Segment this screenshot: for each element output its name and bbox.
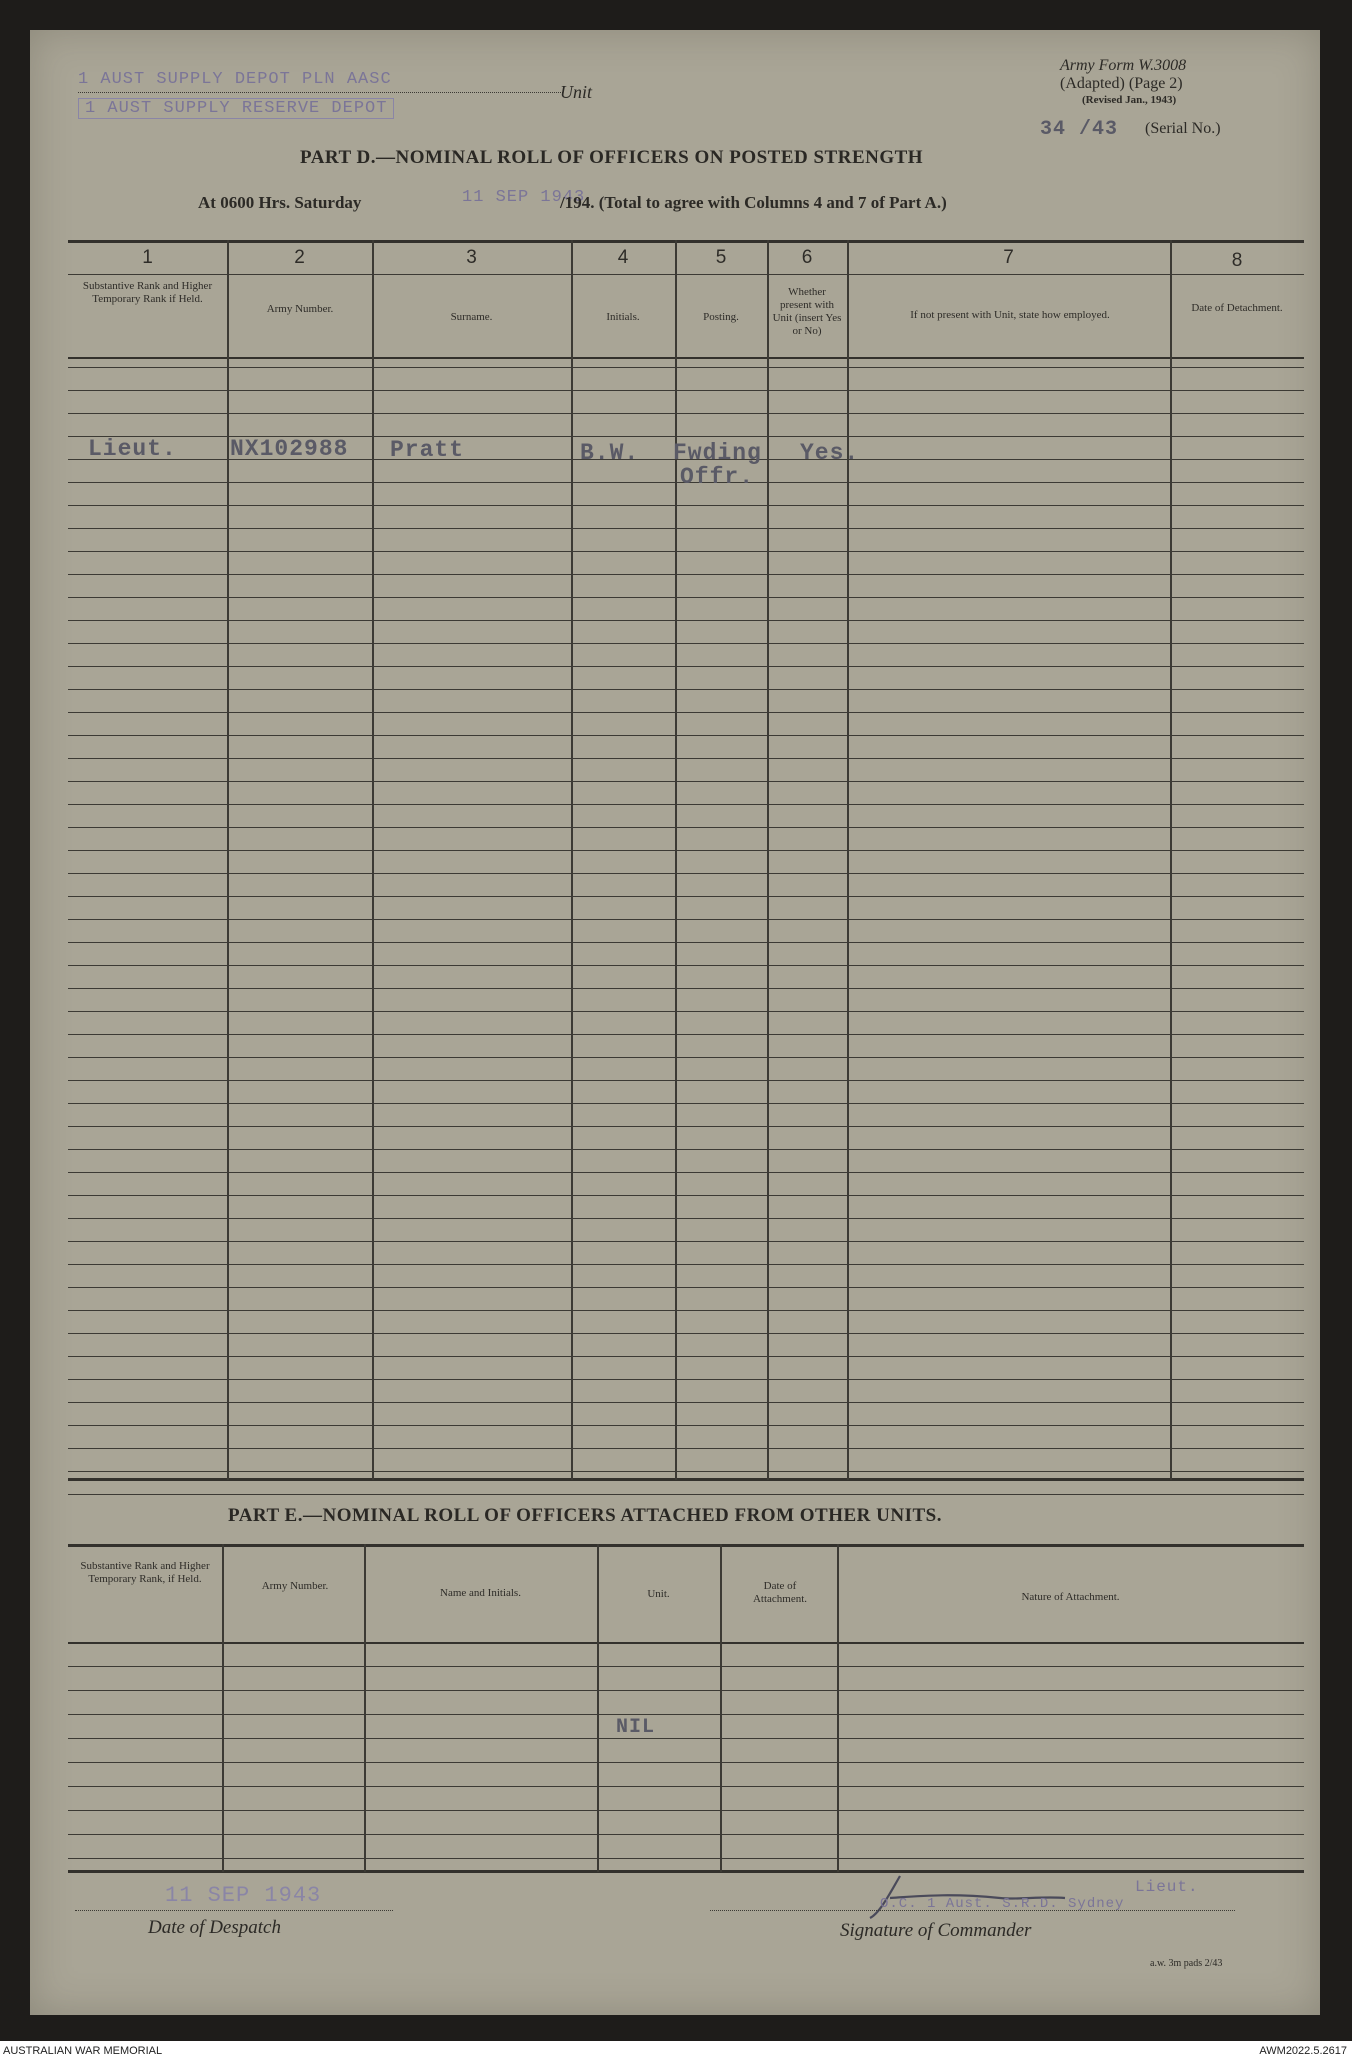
archive-id: AWM2022.5.2617: [1259, 2045, 1347, 2057]
entry-rank: Lieut.: [88, 436, 177, 462]
col-number: 4: [617, 247, 629, 268]
part-e-header-nature: Nature of Attachment.: [1021, 1591, 1120, 1603]
serial-label: (Serial No.): [1145, 120, 1221, 137]
part-e-header-army-number: Army Number.: [261, 1580, 329, 1592]
col-header-initials: Initials.: [606, 311, 640, 323]
at-time-prefix: At 0600 Hrs. Saturday: [198, 193, 362, 212]
unit-stamp-line1: 1 AUST SUPPLY DEPOT PLN AASC: [78, 70, 392, 89]
despatch-dotted-line: [75, 1910, 393, 1911]
col-number: 2: [294, 247, 305, 268]
serial-number: 34 /43: [1040, 118, 1119, 141]
unit-label: Unit: [560, 82, 593, 102]
form-adapted: (Adapted) (Page 2): [1060, 75, 1183, 92]
col-number: 7: [1003, 247, 1014, 268]
entry-initials: B.W.: [580, 440, 640, 466]
entry-posting-line2: Offr.: [680, 464, 755, 490]
col-header-rank: Substantive Rank and Higher Temporary Rank if Held.: [82, 280, 213, 305]
col-header-posting: Posting.: [703, 311, 739, 323]
entry-posting-line1: Fwding: [673, 440, 762, 466]
col-number: 5: [715, 247, 727, 268]
part-e-header-rank: Substantive Rank and Higher Temporary Rank, if Held.: [80, 1560, 210, 1585]
col-number: 8: [1231, 250, 1243, 271]
col-number: 6: [801, 247, 813, 268]
unit-dotted-line: [78, 92, 563, 93]
signature-rank: Lieut.: [1135, 1878, 1199, 1896]
archive-footer: [0, 2041, 1352, 2061]
form-number: Army Form W.3008: [1060, 57, 1187, 74]
col-header-surname: Surname.: [450, 311, 493, 323]
despatch-stamp: 11 SEP 1943: [165, 1883, 322, 1908]
form-page: [30, 30, 1320, 2015]
signature-stamp: O.C. 1 Aust. S.R.D. Sydney: [880, 1896, 1125, 1912]
part-e-title: PART E.—NOMINAL ROLL OF OFFICERS ATTACHED FROM OTHER UNITS.: [228, 1505, 942, 1526]
nil-entry: NIL: [616, 1716, 656, 1739]
entry-present: Yes.: [800, 440, 860, 466]
col-number: 3: [466, 247, 477, 268]
date-stamp: 11 SEP 1943: [462, 188, 586, 207]
print-code: a.w. 3m pads 2/43: [1150, 1958, 1223, 1969]
col-header-present: Whether present with Unit (insert Yes or No): [772, 286, 842, 337]
unit-stamp-line2: 1 AUST SUPPLY RESERVE DEPOT: [78, 98, 394, 119]
col-header-detachment: Date of Detachment.: [1191, 302, 1283, 314]
col-number: 1: [142, 247, 153, 268]
part-e-header-unit: Unit.: [647, 1588, 670, 1600]
archive-name: AUSTRALIAN WAR MEMORIAL: [3, 2045, 163, 2057]
signature-label: Signature of Commander: [840, 1920, 1032, 1941]
at-time-suffix: /194. (Total to agree with Columns 4 and 7 of Part A.): [560, 193, 947, 212]
entry-surname: Pratt: [390, 437, 465, 463]
date-of-despatch-label: Date of Despatch: [148, 1917, 281, 1938]
part-e-header-name: Name and Initials.: [440, 1587, 521, 1599]
part-e-header-date: Date of Attachment.: [752, 1580, 808, 1605]
col-header-army-number: Army Number.: [266, 303, 334, 315]
form-revised: (Revised Jan., 1943): [1082, 94, 1177, 106]
entry-army-number: NX102988: [230, 436, 349, 462]
part-d-title: PART D.—NOMINAL ROLL OF OFFICERS ON POSTED STRENGTH: [300, 147, 924, 168]
col-header-employment: If not present with Unit, state how employed.: [910, 309, 1110, 321]
